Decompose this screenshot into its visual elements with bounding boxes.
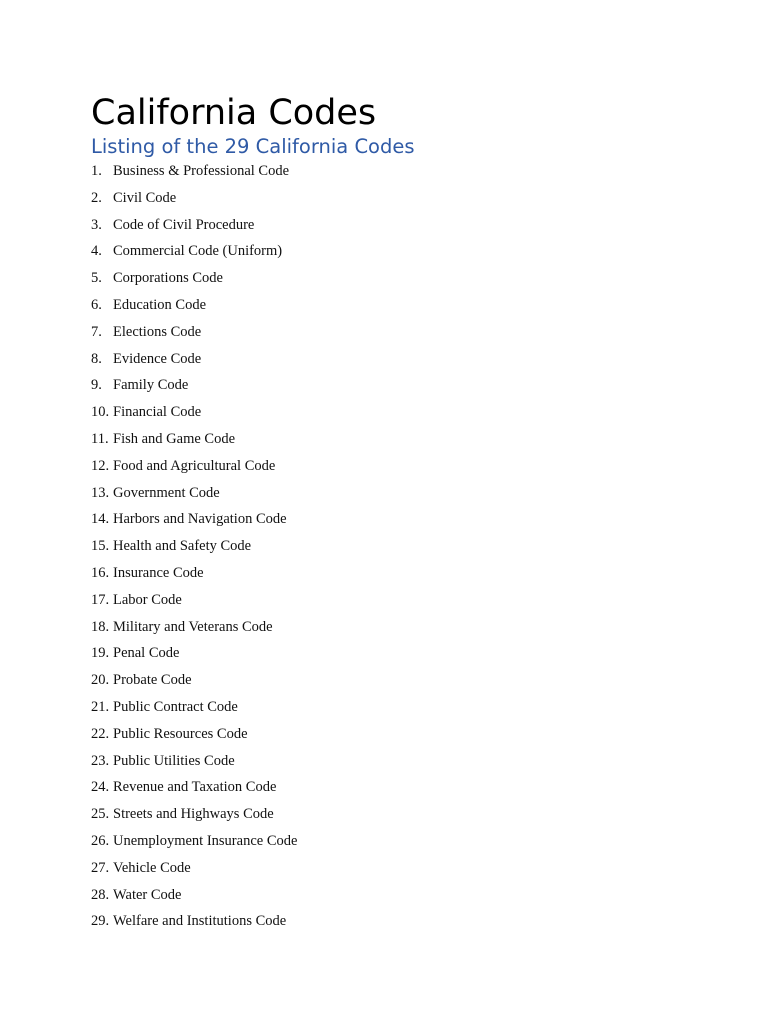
list-item [91,882,711,909]
list-item-label: Civil Code [113,189,177,206]
list-item-label: Public Utilities Code [113,752,235,769]
list-item-label: Corporations Code [113,270,223,287]
list-item [91,614,711,641]
list-item [91,640,711,667]
list-item-number: 11. [91,430,109,447]
list-item [91,667,711,694]
list-item-number: 5. [91,270,102,287]
list-item-label: Elections Code [113,323,202,340]
list-item-label: Public Contract Code [113,698,238,715]
list-item [91,292,711,319]
list-item-number: 8. [91,350,102,367]
list-item-number: 7. [91,323,102,340]
list-item-number: 12. [91,457,110,474]
list-item [91,560,711,587]
list-item-label: Financial Code [113,404,202,421]
list-item [91,908,711,935]
list-item-number: 25. [91,806,110,823]
list-item-label: Revenue and Taxation Code [113,779,277,796]
list-item [91,774,711,801]
list-item-label: Code of Civil Procedure [113,216,255,233]
list-item-number: 1. [91,163,102,179]
list-item-label: Public Resources Code [113,725,248,742]
list-item-number: 15. [91,538,110,555]
list-item [91,265,711,292]
list-item-number: 2. [91,189,102,206]
list-item [91,855,711,882]
list-item [91,748,711,775]
list-item [91,453,711,480]
list-item-label: Probate Code [113,672,192,689]
list-item-label: Food and Agricultural Code [113,457,276,474]
list-item [91,587,711,614]
list-item-number: 13. [91,484,110,501]
list-item-number: 10. [91,404,110,421]
list-item-label: Health and Safety Code [113,538,252,555]
list-item-label: Vehicle Code [113,859,191,876]
list-item-number: 3. [91,216,102,233]
list-item [91,158,711,185]
list-item [91,828,711,855]
list-item [91,399,711,426]
list-item [91,212,711,239]
document-subtitle: Listing of the 29 California Codes [91,135,415,158]
list-item [91,319,711,346]
list-item [91,372,711,399]
list-item-label: Business & Professional Code [113,163,290,179]
list-item [91,801,711,828]
document-title: California Codes [91,93,377,133]
list-item-number: 16. [91,564,110,581]
list-item-label: Government Code [113,484,220,501]
list-item-label: Labor Code [113,591,182,608]
list-item [91,721,711,748]
list-item-number: 29. [91,913,110,930]
list-item-label: Unemployment Insurance Code [113,832,298,849]
list-item-number: 28. [91,886,110,903]
list-item-number: 21. [91,698,110,715]
list-item [91,480,711,507]
list-item-label: Fish and Game Code [113,430,236,447]
list-item [91,694,711,721]
list-item-label: Harbors and Navigation Code [113,511,287,528]
list-item [91,426,711,453]
list-item [91,346,711,373]
list-item-number: 27. [91,859,110,876]
list-item-label: Streets and Highways Code [113,806,274,823]
list-item-label: Water Code [113,886,182,903]
list-item [91,533,711,560]
list-item-number: 9. [91,377,102,394]
list-item-number: 20. [91,672,110,689]
list-item-number: 19. [91,645,110,662]
list-item-number: 17. [91,591,110,608]
list-item-label: Penal Code [113,645,180,662]
document-page [91,92,711,935]
list-item [91,506,711,533]
list-item-number: 4. [91,243,102,260]
list-item [91,185,711,212]
list-item-label: Family Code [113,377,189,394]
list-item-number: 6. [91,296,102,313]
list-item-label: Education Code [113,296,207,313]
list-item-label: Military and Veterans Code [113,618,273,635]
list-item-number: 23. [91,752,110,769]
list-item-label: Welfare and Institutions Code [113,913,287,930]
list-item [91,238,711,265]
list-item-number: 24. [91,779,110,796]
list-item-number: 22. [91,725,110,742]
codes-list [91,158,711,935]
list-item-number: 14. [91,511,110,528]
list-item-number: 26. [91,832,110,849]
list-item-label: Insurance Code [113,564,204,581]
list-item-label: Evidence Code [113,350,202,367]
list-item-label: Commercial Code (Uniform) [113,243,283,260]
list-item-number: 18. [91,618,110,635]
